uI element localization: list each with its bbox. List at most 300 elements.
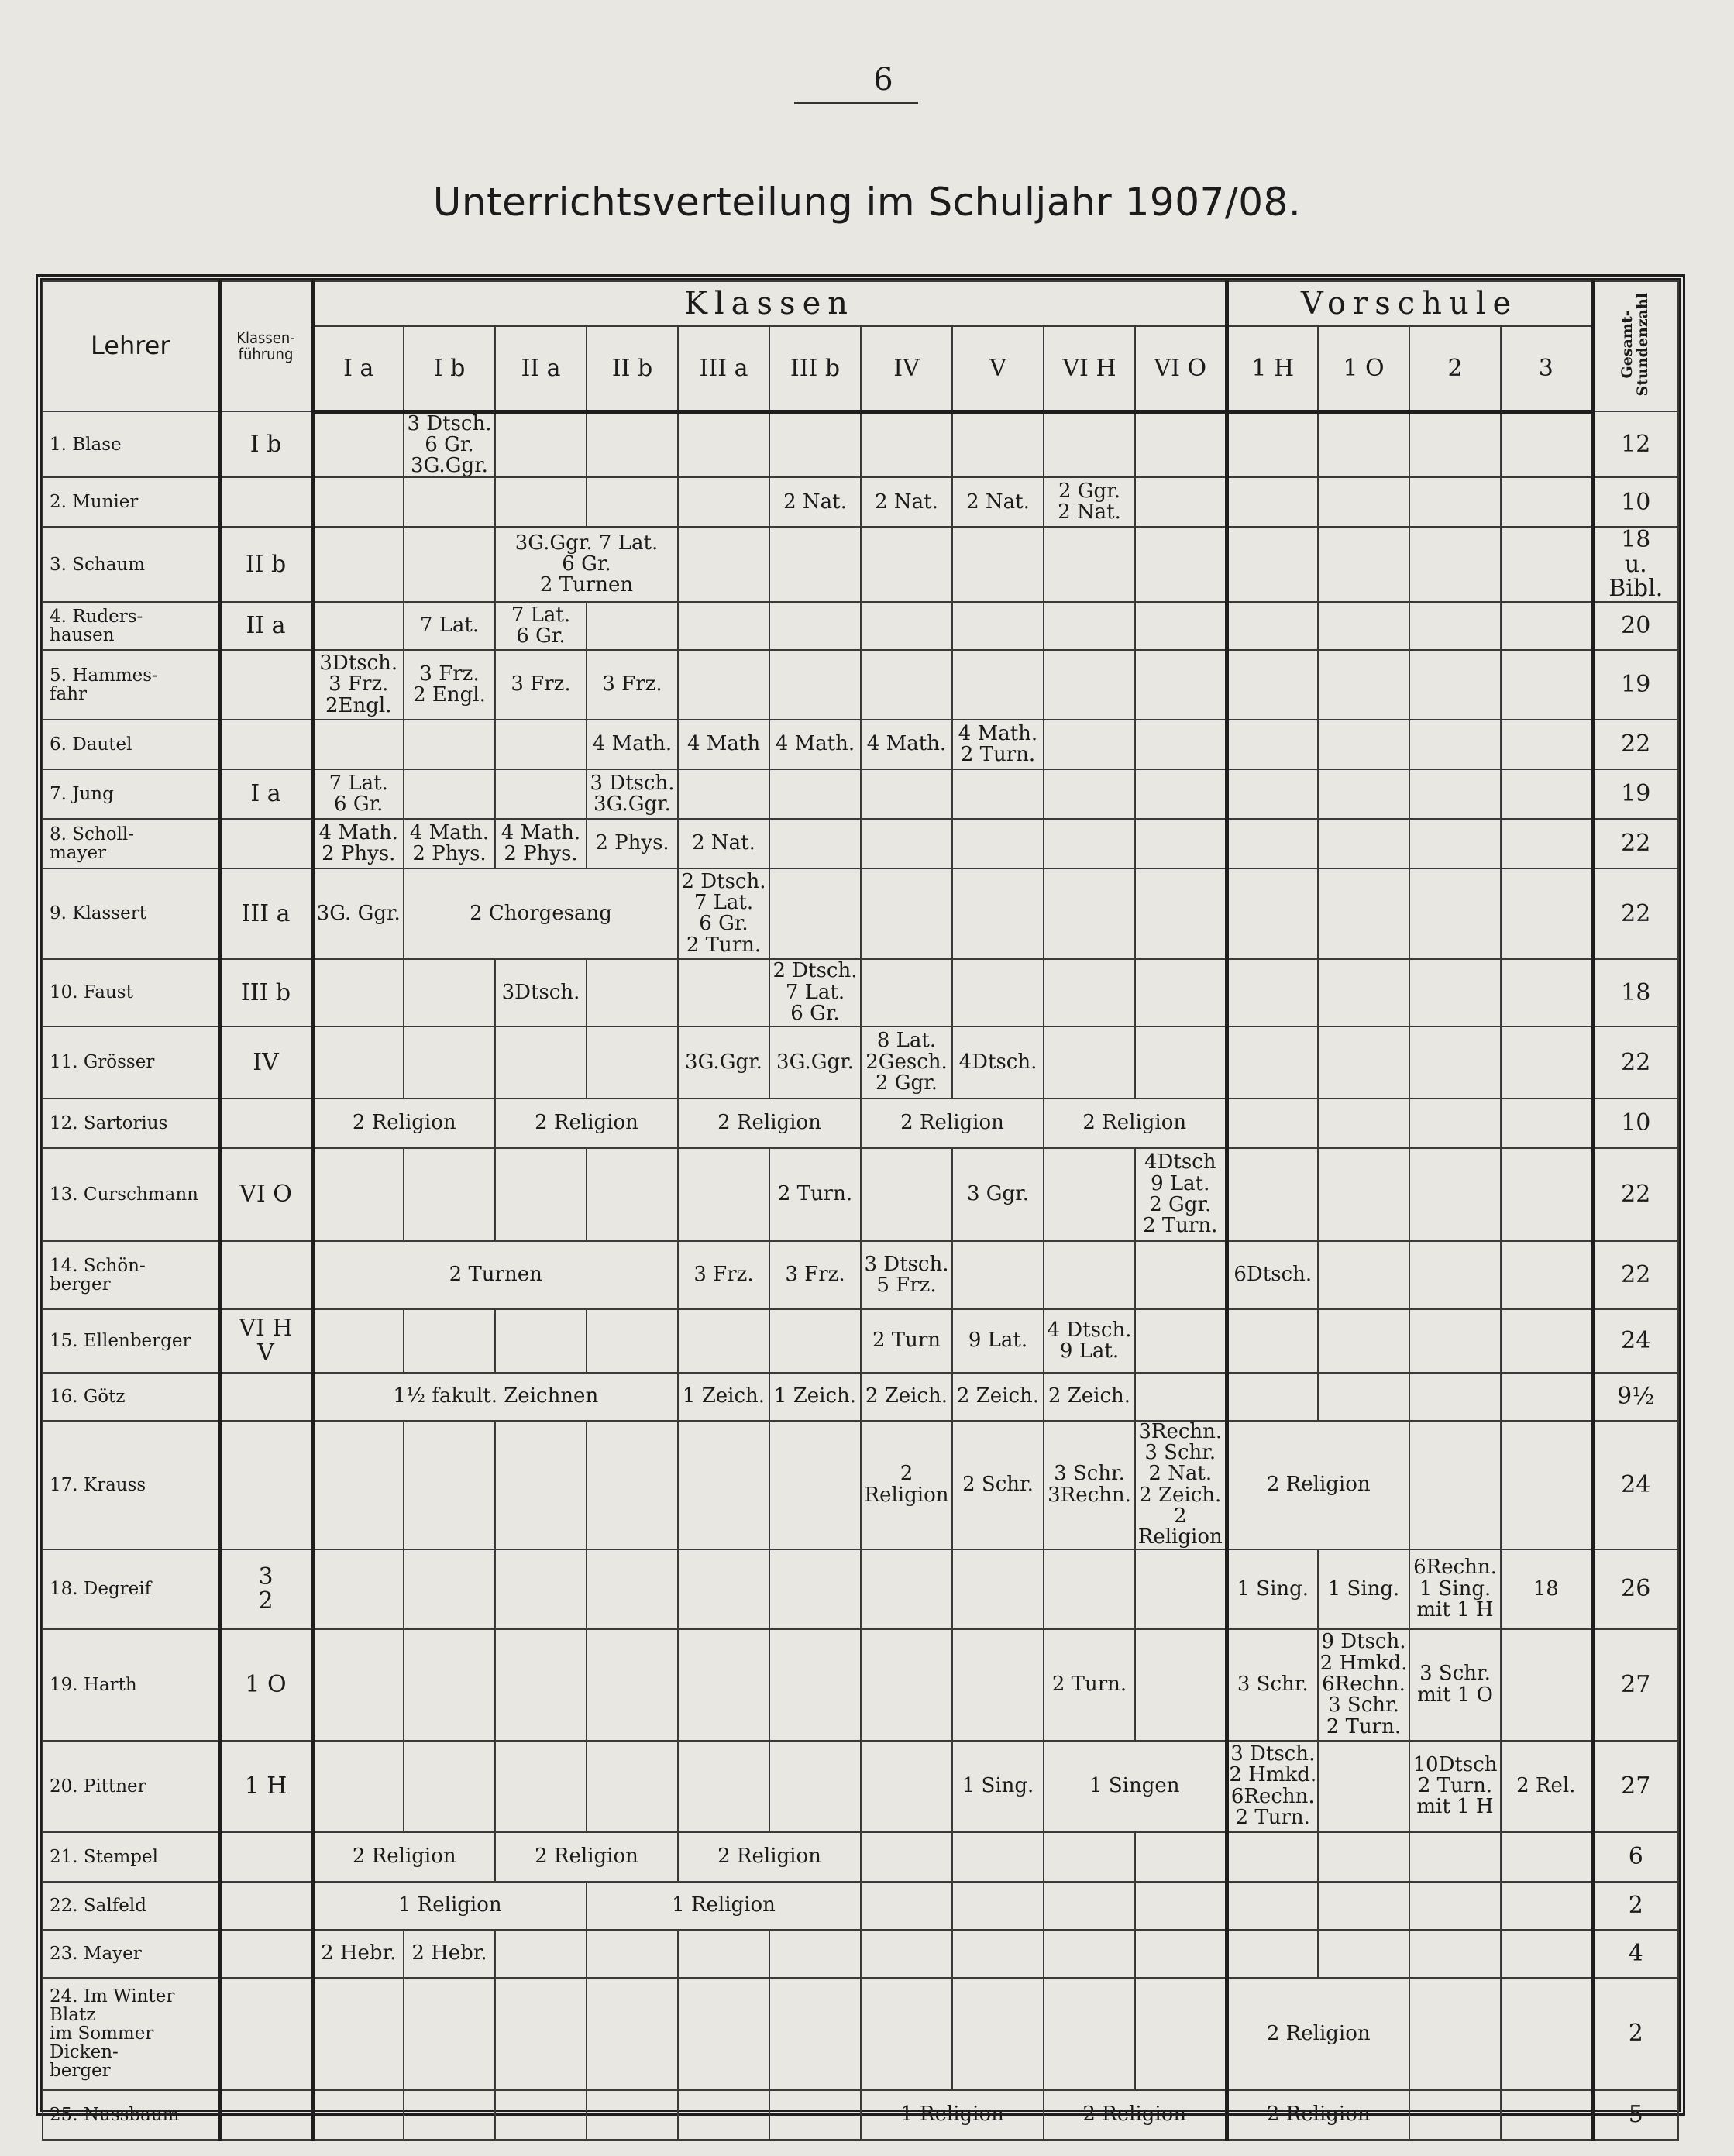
subject-cell: 3G.Ggr. xyxy=(769,1026,861,1099)
subject-cell: 2 Religion xyxy=(861,1421,952,1549)
subject-cell xyxy=(587,1026,678,1099)
subject-cell xyxy=(1044,959,1135,1026)
subject-cell xyxy=(678,1629,769,1741)
subject-cell xyxy=(952,527,1044,602)
header-row-1 xyxy=(43,281,1678,326)
subject-cell xyxy=(952,959,1044,1026)
subject-cell xyxy=(404,2090,495,2140)
subject-cell xyxy=(1227,1309,1318,1373)
subject-cell xyxy=(495,720,587,769)
class-lead: 1 H xyxy=(219,1741,312,1832)
subject-cell xyxy=(1409,1241,1501,1309)
subject-cell: 2 Religion xyxy=(495,1832,678,1882)
table-row xyxy=(43,819,1678,868)
subject-cell: 2 Ggr. 2 Nat. xyxy=(1044,477,1135,527)
subject-cell xyxy=(1135,1629,1227,1741)
class-lead: VI H V xyxy=(219,1309,312,1373)
subject-cell xyxy=(1501,477,1592,527)
subject-cell xyxy=(1501,1832,1592,1882)
subject-cell xyxy=(1501,959,1592,1026)
total-hours: 22 xyxy=(1592,1241,1678,1309)
subject-cell xyxy=(1409,2090,1501,2140)
subject-cell xyxy=(312,1148,404,1241)
subject-cell: 2 Dtsch. 7 Lat. 6 Gr. xyxy=(769,959,861,1026)
teacher-name: 21. Stempel xyxy=(43,1832,219,1882)
class-lead: II a xyxy=(219,602,312,650)
subject-cell xyxy=(1409,1930,1501,1978)
subject-cell xyxy=(404,959,495,1026)
table-row xyxy=(43,1148,1678,1241)
subject-cell: 2 Turn xyxy=(861,1309,952,1373)
subject-cell: 2 Religion xyxy=(495,1099,678,1148)
subject-cell xyxy=(769,411,861,477)
subject-cell xyxy=(1227,868,1318,959)
subject-cell xyxy=(1227,1026,1318,1099)
teacher-name: 18. Degreif xyxy=(43,1549,219,1629)
subject-cell xyxy=(1135,650,1227,720)
table-row xyxy=(43,2090,1678,2140)
page-number: 6 xyxy=(873,62,893,98)
subject-cell xyxy=(1409,602,1501,650)
subject-cell xyxy=(404,1026,495,1099)
subject-cell: 1 Sing. xyxy=(1318,1549,1409,1629)
subject-cell xyxy=(1135,527,1227,602)
subject-cell xyxy=(1501,1882,1592,1930)
subject-cell xyxy=(769,1309,861,1373)
subject-cell xyxy=(952,1978,1044,2090)
subject-cell xyxy=(1409,477,1501,527)
subject-cell xyxy=(1501,1148,1592,1241)
class-lead xyxy=(219,1882,312,1930)
subject-cell: 10Dtsch 2 Turn. mit 1 H xyxy=(1409,1741,1501,1832)
subject-cell xyxy=(1227,1832,1318,1882)
total-hours: 22 xyxy=(1592,720,1678,769)
subject-cell xyxy=(861,602,952,650)
class-lead xyxy=(219,720,312,769)
total-hours: 24 xyxy=(1592,1309,1678,1373)
subject-cell xyxy=(1044,1882,1135,1930)
class-lead: III b xyxy=(219,959,312,1026)
subject-cell: 2 Nat. xyxy=(861,477,952,527)
subject-cell xyxy=(587,1148,678,1241)
subject-cell xyxy=(1318,769,1409,819)
schedule-table xyxy=(42,280,1679,2141)
header-klassenfuehrung: Klassen- führung xyxy=(219,281,312,411)
subject-cell: 3 Frz. 2 Engl. xyxy=(404,650,495,720)
subject-cell xyxy=(1135,411,1227,477)
subject-cell xyxy=(404,1309,495,1373)
table-row xyxy=(43,1241,1678,1309)
subject-cell xyxy=(678,1421,769,1549)
subject-cell xyxy=(1409,1099,1501,1148)
subject-cell xyxy=(1227,602,1318,650)
subject-cell xyxy=(1044,411,1135,477)
class-lead xyxy=(219,1099,312,1148)
col-header: IV xyxy=(861,326,952,411)
header-lehrer: Lehrer xyxy=(43,281,219,411)
subject-cell xyxy=(1501,411,1592,477)
subject-cell xyxy=(1318,868,1409,959)
subject-cell xyxy=(678,477,769,527)
subject-cell: 2 Religion xyxy=(312,1099,495,1148)
subject-cell: 2 Religion xyxy=(312,1832,495,1882)
subject-cell xyxy=(678,959,769,1026)
teacher-name: 7. Jung xyxy=(43,769,219,819)
subject-cell xyxy=(1227,650,1318,720)
teacher-name: 12. Sartorius xyxy=(43,1099,219,1148)
subject-cell xyxy=(1227,1148,1318,1241)
total-hours: 20 xyxy=(1592,602,1678,650)
subject-cell xyxy=(861,959,952,1026)
class-lead: 3 2 xyxy=(219,1549,312,1629)
subject-cell xyxy=(1409,411,1501,477)
subject-cell: 2 Phys. xyxy=(587,819,678,868)
subject-cell xyxy=(1318,1832,1409,1882)
total-hours: 19 xyxy=(1592,650,1678,720)
subject-cell: 1 Zeich. xyxy=(769,1373,861,1421)
subject-cell xyxy=(769,868,861,959)
subject-cell xyxy=(861,411,952,477)
subject-cell xyxy=(861,1549,952,1629)
subject-cell xyxy=(587,2090,678,2140)
table-row xyxy=(43,1421,1678,1549)
total-hours: 24 xyxy=(1592,1421,1678,1549)
subject-cell xyxy=(312,527,404,602)
subject-cell: 4 Math. 2 Phys. xyxy=(312,819,404,868)
total-hours: 26 xyxy=(1592,1549,1678,1629)
subject-cell xyxy=(312,959,404,1026)
subject-cell xyxy=(1501,1930,1592,1978)
subject-cell xyxy=(1409,1148,1501,1241)
subject-cell xyxy=(861,1978,952,2090)
subject-cell xyxy=(1227,720,1318,769)
subject-cell xyxy=(404,1629,495,1741)
teacher-name: 1. Blase xyxy=(43,411,219,477)
subject-cell: 2 Zeich. xyxy=(861,1373,952,1421)
subject-cell xyxy=(587,1629,678,1741)
subject-cell xyxy=(1318,959,1409,1026)
subject-cell xyxy=(404,1741,495,1832)
subject-cell xyxy=(1135,1026,1227,1099)
total-hours: 12 xyxy=(1592,411,1678,477)
subject-cell: 2 Zeich. xyxy=(1044,1373,1135,1421)
class-lead xyxy=(219,1978,312,2090)
subject-cell xyxy=(312,602,404,650)
subject-cell xyxy=(1318,602,1409,650)
subject-cell xyxy=(861,1629,952,1741)
total-hours: 22 xyxy=(1592,819,1678,868)
table-row xyxy=(43,1930,1678,1978)
subject-cell: 2 Turnen xyxy=(312,1241,678,1309)
subject-cell xyxy=(495,2090,587,2140)
subject-cell: 2 Religion xyxy=(678,1099,861,1148)
teacher-name: 13. Curschmann xyxy=(43,1148,219,1241)
subject-cell xyxy=(1044,1978,1135,2090)
header-vorschule: Vorschule xyxy=(1227,281,1592,326)
subject-cell xyxy=(1318,411,1409,477)
subject-cell xyxy=(312,411,404,477)
subject-cell xyxy=(312,1026,404,1099)
subject-cell: 2 Nat. xyxy=(678,819,769,868)
total-hours: 6 xyxy=(1592,1832,1678,1882)
total-hours: 18 xyxy=(1592,959,1678,1026)
total-hours: 2 xyxy=(1592,1978,1678,2090)
subject-cell xyxy=(1318,720,1409,769)
subject-cell: 4 Math. 2 Turn. xyxy=(952,720,1044,769)
subject-cell xyxy=(952,1930,1044,1978)
subject-cell xyxy=(587,477,678,527)
table-row xyxy=(43,1629,1678,1741)
teacher-name: 24. Im Winter Blatz im Sommer Dicken- berger xyxy=(43,1978,219,2090)
teacher-name: 14. Schön- berger xyxy=(43,1241,219,1309)
total-hours: 10 xyxy=(1592,477,1678,527)
subject-cell: 2 Nat. xyxy=(769,477,861,527)
subject-cell xyxy=(1409,650,1501,720)
subject-cell: 4 Math. xyxy=(587,720,678,769)
subject-cell xyxy=(1318,1882,1409,1930)
subject-cell xyxy=(1409,1832,1501,1882)
subject-cell xyxy=(1044,1241,1135,1309)
subject-cell xyxy=(1318,1373,1409,1421)
subject-cell xyxy=(1318,1099,1409,1148)
subject-cell: 3 Ggr. xyxy=(952,1148,1044,1241)
subject-cell: 3G.Ggr. 7 Lat. 6 Gr. 2 Turnen xyxy=(495,527,678,602)
subject-cell: 4Dtsch. xyxy=(952,1026,1044,1099)
subject-cell xyxy=(495,1421,587,1549)
table-row xyxy=(43,411,1678,477)
subject-cell xyxy=(1227,1930,1318,1978)
subject-cell xyxy=(1135,1978,1227,2090)
subject-cell xyxy=(587,411,678,477)
class-lead: 1 O xyxy=(219,1629,312,1741)
subject-cell xyxy=(312,720,404,769)
subject-cell xyxy=(769,1629,861,1741)
class-lead xyxy=(219,2090,312,2140)
subject-cell: 4 Math xyxy=(678,720,769,769)
subject-cell: 2 Hebr. xyxy=(312,1930,404,1978)
subject-cell xyxy=(769,527,861,602)
subject-cell xyxy=(1409,1421,1501,1549)
subject-cell xyxy=(404,527,495,602)
subject-cell xyxy=(1135,769,1227,819)
subject-cell xyxy=(1135,1241,1227,1309)
subject-cell xyxy=(495,477,587,527)
teacher-name: 23. Mayer xyxy=(43,1930,219,1978)
header-gesamt xyxy=(1592,281,1678,411)
subject-cell xyxy=(495,1148,587,1241)
teacher-name: 11. Grösser xyxy=(43,1026,219,1099)
subject-cell xyxy=(587,602,678,650)
subject-cell xyxy=(1227,411,1318,477)
subject-cell xyxy=(1044,1930,1135,1978)
subject-cell xyxy=(769,1421,861,1549)
table-row xyxy=(43,1978,1678,2090)
subject-cell: 1 Zeich. xyxy=(678,1373,769,1421)
subject-cell: 3 Dtsch. 2 Hmkd. 6Rechn. 2 Turn. xyxy=(1227,1741,1318,1832)
subject-cell: 3G. Ggr. xyxy=(312,868,404,959)
subject-cell: 4Dtsch 9 Lat. 2 Ggr. 2 Turn. xyxy=(1135,1148,1227,1241)
subject-cell xyxy=(404,1148,495,1241)
subject-cell xyxy=(1501,650,1592,720)
subject-cell xyxy=(678,650,769,720)
subject-cell xyxy=(495,1026,587,1099)
class-lead xyxy=(219,1373,312,1421)
subject-cell xyxy=(404,1978,495,2090)
subject-cell xyxy=(587,959,678,1026)
subject-cell xyxy=(861,1741,952,1832)
subject-cell xyxy=(587,1978,678,2090)
class-lead xyxy=(219,650,312,720)
subject-cell xyxy=(1409,868,1501,959)
subject-cell xyxy=(495,1549,587,1629)
page-number-rule xyxy=(794,102,918,104)
subject-cell xyxy=(1135,959,1227,1026)
teacher-name: 22. Salfeld xyxy=(43,1882,219,1930)
subject-cell: 7 Lat. 6 Gr. xyxy=(312,769,404,819)
table-row xyxy=(43,1373,1678,1421)
subject-cell xyxy=(678,2090,769,2140)
subject-cell xyxy=(952,819,1044,868)
col-header: I b xyxy=(404,326,495,411)
table-row xyxy=(43,1549,1678,1629)
subject-cell xyxy=(312,1629,404,1741)
col-header: II a xyxy=(495,326,587,411)
subject-cell: 3 Dtsch. 3G.Ggr. xyxy=(587,769,678,819)
subject-cell xyxy=(952,650,1044,720)
subject-cell xyxy=(1135,819,1227,868)
table-row xyxy=(43,1832,1678,1882)
subject-cell: 1 Religion xyxy=(312,1882,587,1930)
subject-cell xyxy=(1409,959,1501,1026)
subject-cell xyxy=(312,1741,404,1832)
subject-cell xyxy=(952,1241,1044,1309)
subject-cell xyxy=(678,527,769,602)
subject-cell: 9 Dtsch. 2 Hmkd. 6Rechn. 3 Schr. 2 Turn. xyxy=(1318,1629,1409,1741)
subject-cell xyxy=(861,650,952,720)
subject-cell xyxy=(769,1549,861,1629)
class-lead: VI O xyxy=(219,1148,312,1241)
table-row xyxy=(43,868,1678,959)
subject-cell xyxy=(404,1421,495,1549)
total-hours: 10 xyxy=(1592,1099,1678,1148)
subject-cell: 4 Math. 2 Phys. xyxy=(404,819,495,868)
subject-cell: 3 Frz. xyxy=(769,1241,861,1309)
total-hours: 27 xyxy=(1592,1629,1678,1741)
subject-cell xyxy=(1318,1309,1409,1373)
subject-cell: 2 Religion xyxy=(1044,2090,1227,2140)
subject-cell: 1 Sing. xyxy=(952,1741,1044,1832)
table-row xyxy=(43,769,1678,819)
table-row xyxy=(43,959,1678,1026)
subject-cell: 2 Religion xyxy=(1227,1421,1409,1549)
subject-cell xyxy=(1409,720,1501,769)
subject-cell xyxy=(495,1741,587,1832)
subject-cell xyxy=(952,411,1044,477)
table-row xyxy=(43,1099,1678,1148)
teacher-name: 2. Munier xyxy=(43,477,219,527)
subject-cell xyxy=(1501,819,1592,868)
table-row xyxy=(43,1882,1678,1930)
subject-cell: 2 Religion xyxy=(1044,1099,1227,1148)
subject-cell: 2 Religion xyxy=(1227,1978,1409,2090)
subject-cell: 4 Math. 2 Phys. xyxy=(495,819,587,868)
teacher-name: 17. Krauss xyxy=(43,1421,219,1549)
table-row xyxy=(43,602,1678,650)
subject-cell xyxy=(1227,477,1318,527)
class-lead: I b xyxy=(219,411,312,477)
subject-cell xyxy=(1501,2090,1592,2140)
total-hours: 22 xyxy=(1592,1026,1678,1099)
subject-cell xyxy=(1135,1373,1227,1421)
subject-cell xyxy=(1409,769,1501,819)
subject-cell xyxy=(678,1741,769,1832)
class-lead: II b xyxy=(219,527,312,602)
subject-cell xyxy=(1227,527,1318,602)
subject-cell: 6Rechn. 1 Sing. mit 1 H xyxy=(1409,1549,1501,1629)
subject-cell xyxy=(861,819,952,868)
subject-cell: 3G.Ggr. xyxy=(678,1026,769,1099)
total-hours: 18 u. Bibl. xyxy=(1592,527,1678,602)
subject-cell: 4 Math. xyxy=(861,720,952,769)
col-header: 3 xyxy=(1501,326,1592,411)
subject-cell: 2 Zeich. xyxy=(952,1373,1044,1421)
subject-cell xyxy=(312,2090,404,2140)
subject-cell xyxy=(1318,1026,1409,1099)
subject-cell xyxy=(1135,477,1227,527)
subject-cell xyxy=(1501,769,1592,819)
subject-cell xyxy=(861,1832,952,1882)
subject-cell xyxy=(769,1930,861,1978)
subject-cell: 3 Schr. xyxy=(1227,1629,1318,1741)
subject-cell: 2 Turn. xyxy=(769,1148,861,1241)
teacher-name: 6. Dautel xyxy=(43,720,219,769)
subject-cell xyxy=(861,527,952,602)
subject-cell xyxy=(1501,1099,1592,1148)
subject-cell xyxy=(678,1148,769,1241)
subject-cell xyxy=(312,1309,404,1373)
subject-cell xyxy=(1501,1373,1592,1421)
subject-cell xyxy=(1044,527,1135,602)
subject-cell xyxy=(1501,720,1592,769)
subject-cell: 1 Sing. xyxy=(1227,1549,1318,1629)
col-header: 1 H xyxy=(1227,326,1318,411)
class-lead: IV xyxy=(219,1026,312,1099)
subject-cell xyxy=(861,1148,952,1241)
subject-cell: 2 Chorgesang xyxy=(404,868,678,959)
subject-cell xyxy=(769,2090,861,2140)
subject-cell xyxy=(678,1978,769,2090)
subject-cell xyxy=(495,1309,587,1373)
teacher-name: 5. Hammes- fahr xyxy=(43,650,219,720)
teacher-name: 25. Nussbaum xyxy=(43,2090,219,2140)
subject-cell: 2 Religion xyxy=(678,1832,861,1882)
subject-cell xyxy=(1501,1629,1592,1741)
subject-cell: 18 xyxy=(1501,1549,1592,1629)
teacher-name: 8. Scholl- mayer xyxy=(43,819,219,868)
col-header: V xyxy=(952,326,1044,411)
col-header: I a xyxy=(312,326,404,411)
subject-cell: 3 Schr. mit 1 O xyxy=(1409,1629,1501,1741)
class-lead xyxy=(219,819,312,868)
subject-cell xyxy=(1044,720,1135,769)
class-lead xyxy=(219,1241,312,1309)
subject-cell xyxy=(1409,1978,1501,2090)
col-header: VI O xyxy=(1135,326,1227,411)
subject-cell xyxy=(678,602,769,650)
total-hours: 27 xyxy=(1592,1741,1678,1832)
subject-cell: 3 Frz. xyxy=(678,1241,769,1309)
subject-cell xyxy=(861,868,952,959)
